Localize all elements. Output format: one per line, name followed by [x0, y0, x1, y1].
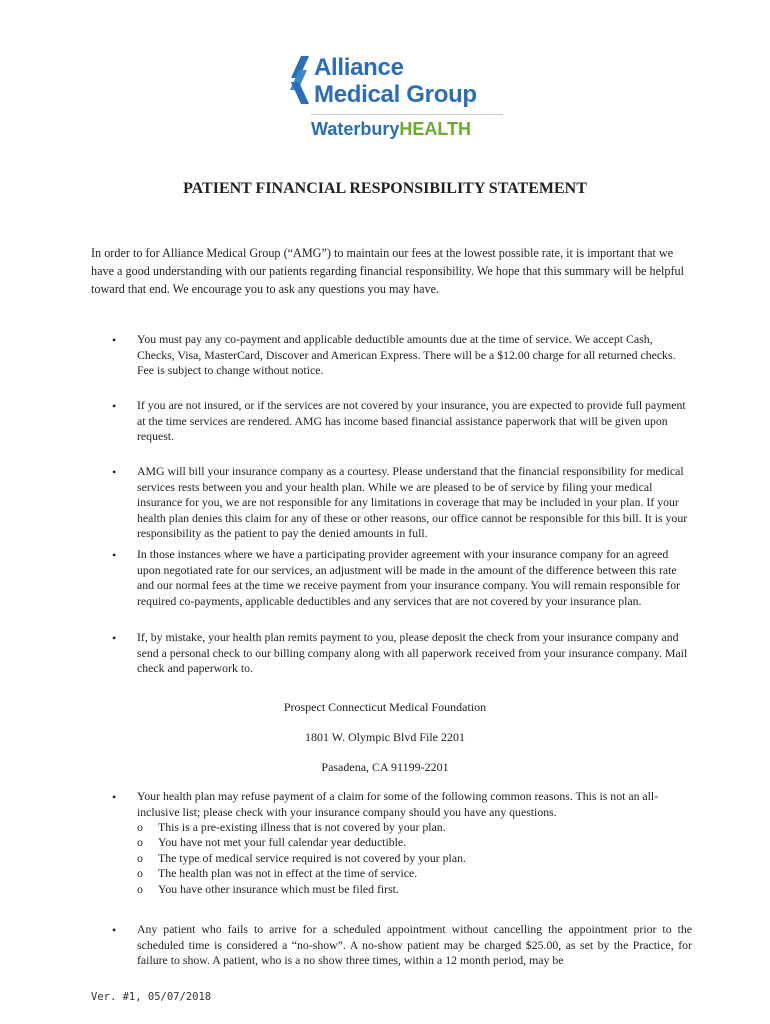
- sub-marker: o: [137, 835, 143, 849]
- intro-paragraph: In order to for Alliance Medical Group (“AMG”) to maintain our fees at the lowest possible rate, it is important that we have a good understanding with our patients regarding financial responsibility. We hope that this summary will be helpful toward that end. We encourage you to ask any questions you may have.: [91, 246, 685, 296]
- logo-divider: [311, 114, 503, 115]
- bullet-marker: •: [112, 631, 117, 645]
- bullet-marker: •: [112, 923, 117, 937]
- alliance-medical-group-logo: [289, 52, 509, 144]
- bullet-marker: •: [112, 465, 117, 479]
- bullet-no-show-policy: Any patient who fails to arrive for a scheduled appointment without cancelling the appointment prior to the scheduled time is considered a “no-show”. A no-show patient may be charged $25.00, as set by the Practice, for failure to show. A patient, who is a no show three times, within a 12 month period, may be: [137, 922, 692, 967]
- logo-text-waterbury: Waterbury: [311, 119, 400, 139]
- wing-stripes-icon: [289, 56, 311, 106]
- document-title: PATIENT FINANCIAL RESPONSIBILITY STATEMENT: [183, 180, 587, 197]
- sub-marker: o: [137, 882, 143, 896]
- sub-marker: o: [137, 851, 143, 865]
- bullet-insurance-billing: AMG will bill your insurance company as a courtesy. Please understand that the financial responsibility for medical services rests between you and your health plan. While we are pleased to be of service by filing your medical insurance for you, we are not responsible for any limitations in coverage that may be included in your plan. If your health plan denies this claim for any of these or other reasons, our office cannot be responsible for this bill. It is your responsibility as the patient to pay the denied amounts in full.: [137, 464, 688, 540]
- sub-item-preexisting: This is a pre-existing illness that is not covered by your plan.: [158, 820, 446, 834]
- address-line-organization: Prospect Connecticut Medical Foundation: [283, 700, 487, 714]
- logo-text-health: HEALTH: [399, 119, 472, 139]
- sub-item-plan-not-in-effect: The health plan was not in effect at the time of service.: [158, 866, 418, 880]
- bullet-participating-provider: In those instances where we have a participating provider agreement with your insurance company for an agreed upon negotiated rate for our services, an adjustment will be made in the amount of the difference between this rate and our normal fees at the time we receive payment from your insurance company. You will remain responsible for required co-payments, applicable deductibles and any services that are not covered by your insurance plan.: [137, 547, 681, 608]
- bullet-copayment: You must pay any co-payment and applicable deductible amounts due at the time of service. We accept Cash, Checks, Visa, MasterCard, Discover and American Express. There will be a $12.00 charge for all returned checks. Fee is subject to change without notice.: [137, 332, 676, 377]
- sub-item-deductible: You have not met your full calendar year deductible.: [158, 835, 407, 849]
- bullet-uninsured: If you are not insured, or if the services are not covered by your insurance, you are expected to provide full payment at the time services are rendered. AMG has income based financial assistance paperwork that will be given upon request.: [137, 398, 686, 443]
- sub-item-service-not-covered: The type of medical service required is not covered by your plan.: [158, 851, 466, 865]
- waterbury-health-wordmark: [311, 120, 471, 138]
- bullet-claim-refusal: Your health plan may refuse payment of a claim for some of the following common reasons. This is not an all-inclusive list; please check with your insurance company should you have any questions.: [137, 789, 659, 819]
- sub-item-other-insurance: You have other insurance which must be filed first.: [158, 882, 399, 896]
- logo-text-alliance: Alliance: [314, 54, 404, 81]
- bullet-marker: •: [112, 548, 117, 562]
- address-line-city: Pasadena, CA 91199-2201: [321, 760, 449, 774]
- bullet-marker: •: [112, 790, 117, 804]
- address-line-street: 1801 W. Olympic Blvd File 2201: [304, 730, 465, 744]
- sub-marker: o: [137, 866, 143, 880]
- sub-marker: o: [137, 820, 143, 834]
- bullet-marker: •: [112, 333, 117, 347]
- logo-text-medical-group: Medical Group: [314, 81, 477, 108]
- version-footer: Ver. #1, 05/07/2018: [91, 991, 212, 1003]
- bullet-mistaken-payment: If, by mistake, your health plan remits payment to you, please deposit the check from your insurance company and send a personal check to our billing company along with all paperwork received from your insurance company. Mail check and paperwork to.: [137, 630, 688, 675]
- bullet-marker: •: [112, 399, 117, 413]
